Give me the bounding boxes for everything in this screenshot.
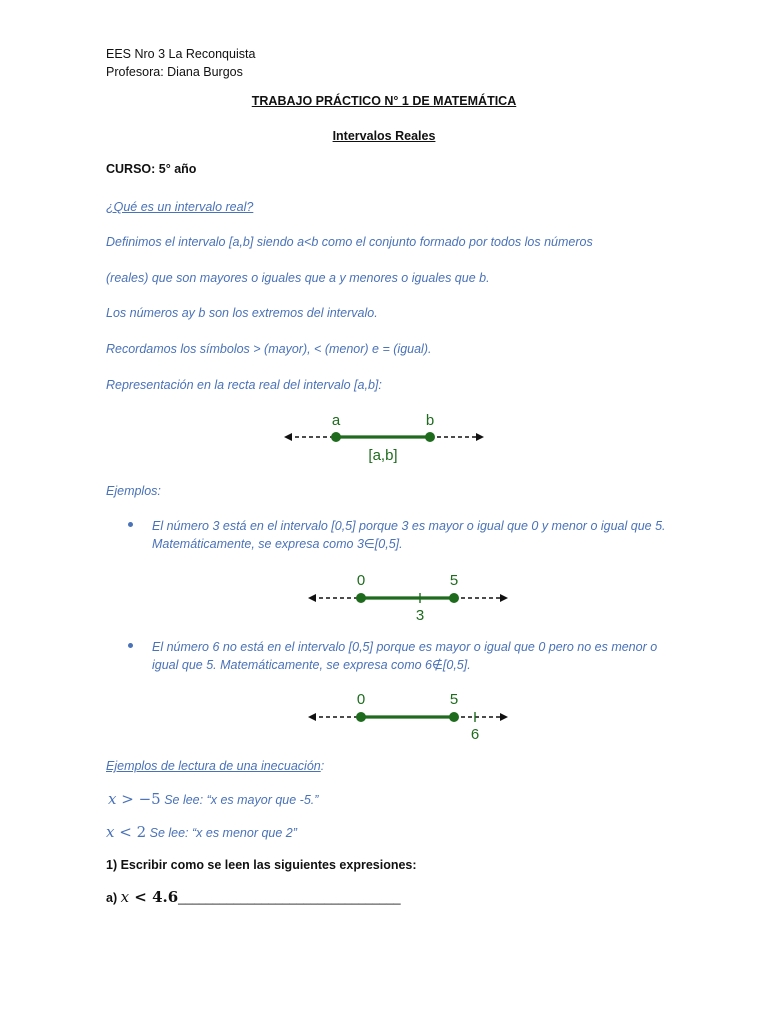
page-subtitle: Intervalos Reales — [332, 129, 436, 143]
label-0: 0 — [356, 572, 366, 589]
bullet-icon — [128, 643, 133, 648]
reading-example-2 — [106, 823, 297, 841]
ex2-operator: < — [114, 823, 137, 841]
right-arrow-icon — [476, 433, 484, 441]
list-item — [128, 638, 668, 678]
teacher-name: Profesora: Diana Burgos — [106, 65, 243, 79]
exercise-a-variable: x — [120, 888, 130, 906]
intro-line-3: Los números ay b son los extremos del intervalo. — [106, 306, 378, 320]
endpoint-5 — [449, 712, 459, 722]
page-title: TRABAJO PRÁCTICO N° 1 DE MATEMÁTICA — [251, 94, 517, 108]
ex1-operator: > — [116, 790, 139, 808]
label-6: 6 — [470, 726, 480, 743]
reading-heading-colon: : — [320, 759, 325, 773]
endpoint-0 — [356, 712, 366, 722]
bullet-text-2: El número 6 no está en el intervalo [0,5] porque es mayor o igual que 0 pero no es menor o igual que 5. Matemáticamente, se expresa como 6∉[0,5]. — [152, 640, 658, 672]
reading-example-1 — [108, 790, 318, 808]
exercise-a — [106, 888, 401, 906]
reading-heading-text: Ejemplos de lectura de una inecuación — [106, 759, 321, 773]
ex2-text: Se lee: “x es menor que 2” — [149, 826, 297, 840]
label-5: 5 — [449, 691, 459, 708]
number-line-example-1 — [304, 568, 514, 626]
list-item — [128, 517, 668, 557]
endpoint-5 — [449, 593, 459, 603]
right-arrow-icon — [500, 594, 508, 602]
ex2-value: 2 — [136, 823, 147, 841]
intro-line-4: Recordamos los símbolos > (mayor), < (menor) e = (igual). — [106, 342, 432, 356]
ex1-text: Se lee: “x es mayor que -5.” — [164, 793, 319, 807]
endpoint-a — [331, 432, 341, 442]
exercise-a-label: a) — [106, 891, 121, 905]
examples-label: Ejemplos: — [106, 484, 161, 498]
ex2-variable: x — [106, 823, 115, 841]
course-label: CURSO: 5° año — [106, 162, 197, 176]
left-arrow-icon — [284, 433, 292, 441]
bullet-text-1: El número 3 está en el intervalo [0,5] porque 3 es mayor o igual que 0 y menor o igual que 5. Matemáticamente, se expresa como 3∈[0,5]. — [152, 519, 666, 551]
exercise-a-expression: < 4.6 — [129, 888, 179, 906]
label-0: 0 — [356, 691, 366, 708]
answer-blank[interactable]: ________________________________ — [178, 891, 401, 905]
exercise-instruction: 1) Escribir como se leen las siguientes expresiones: — [106, 858, 417, 872]
left-arrow-icon — [308, 594, 316, 602]
number-line-example-2 — [304, 688, 514, 746]
intro-line-1: Definimos el intervalo [a,b] siendo a<b como el conjunto formado por todos los números — [106, 235, 593, 249]
intro-line-5: Representación en la recta real del intervalo [a,b]: — [106, 378, 382, 392]
label-a: a — [331, 412, 341, 429]
ex1-variable: x — [108, 790, 117, 808]
ex1-value: −5 — [138, 790, 161, 808]
school-name: EES Nro 3 La Reconquista — [106, 47, 256, 61]
intro-question: ¿Qué es un intervalo real? — [106, 200, 254, 214]
intro-line-2: (reales) que son mayores o iguales que a y menores o iguales que b. — [106, 271, 490, 285]
number-line-ab — [280, 405, 490, 467]
endpoint-b — [425, 432, 435, 442]
label-5: 5 — [449, 572, 459, 589]
left-arrow-icon — [308, 713, 316, 721]
bullet-icon — [128, 522, 133, 527]
right-arrow-icon — [500, 713, 508, 721]
endpoint-0 — [356, 593, 366, 603]
label-3: 3 — [415, 607, 425, 624]
label-b: b — [425, 412, 435, 429]
reading-heading — [106, 759, 324, 773]
label-interval: [a,b] — [368, 447, 398, 464]
